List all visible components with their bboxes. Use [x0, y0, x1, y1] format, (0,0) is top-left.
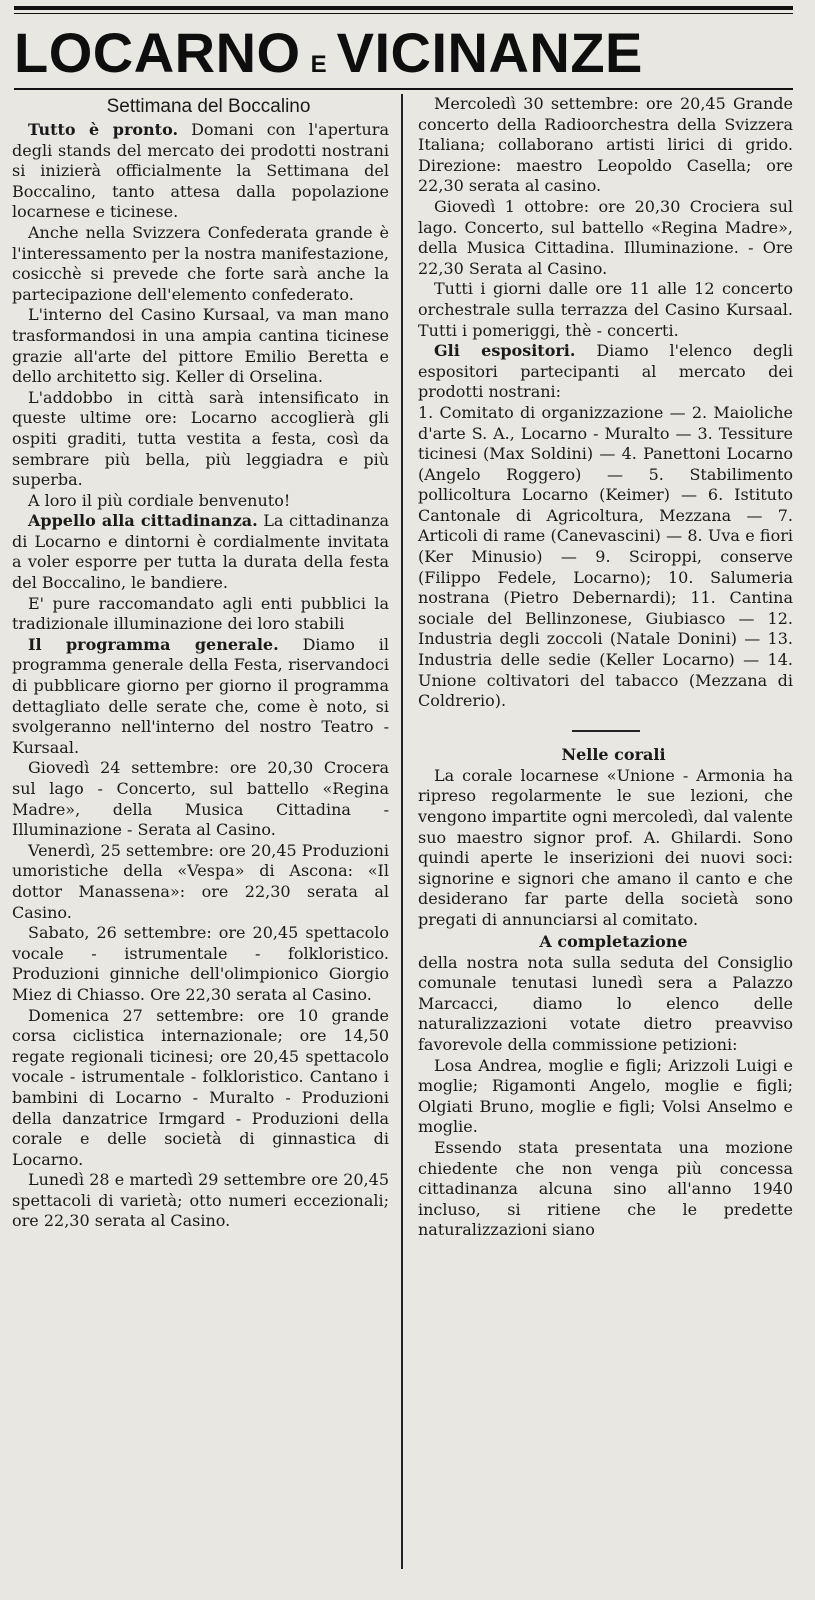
masthead-connector: E: [310, 51, 327, 78]
paragraph-lead: Appello alla cittadinanza.: [28, 511, 258, 531]
paragraph-lead: Tutto è pronto.: [28, 120, 179, 139]
article-paragraph: [12, 223, 389, 305]
paragraph-text: Diamo il programma generale della Festa, riservandoci di pubblicare giorno per giorno il programma dettagliato delle serate che, come è noto, si svolgeranno nell'interno del nostro Teatro - Kursaal.: [12, 634, 389, 757]
article-paragraph: [418, 341, 793, 403]
paragraph-text: A loro il più cordiale benvenuto!: [28, 490, 291, 510]
paragraph-text: E' pure raccomandato agli enti pubblici la tradizionale illuminazione dei loro stabili: [12, 593, 389, 634]
completazione-paragraph: Losa Andrea, moglie e figli; Arizzoli Luigi e moglie; Rigamonti Angelo, moglie e figli; Olgiati Bruno, moglie e figli; Volsi Anselmo e moglie.: [418, 1055, 793, 1137]
article-body-left: [12, 120, 389, 1232]
article-paragraph: [418, 94, 793, 197]
paragraph-text: Giovedì 1 ottobre: ore 20,30 Crociera sul lago. Concerto, sul battello «Regina Madre», della Musica Cittadina. Illuminazione. - Ore 22,30 Serata al Casino.: [418, 196, 793, 278]
paragraph-lead: Gli espositori.: [434, 341, 576, 361]
paragraph-text: Diamo l'elenco degli espositori partecipanti al mercato dei prodotti nostrani:: [418, 341, 793, 402]
article-paragraph: [12, 841, 389, 923]
article-paragraph: [12, 120, 389, 223]
article-paragraph: [12, 594, 389, 635]
article-paragraph: [12, 511, 389, 593]
paragraph-text: Tutti i giorni dalle ore 11 alle 12 concerto orchestrale sulla terrazza del Casino Kursaal. Tutti i pomeriggi, thè - concerti.: [418, 279, 793, 340]
exhibitor-list: 1. Comitato di organizzazione — 2. Maioliche d'arte S. A., Locarno - Muralto — 3. Tessiture ticinesi (Max Soldini) — 4. Panettoni Locarno (Angelo Roggero) — 5. Stabilimento pollicoltura Locarno (Keimer) — 6. Istituto Cantonale di Agricoltura, Mezzana — 7. Articoli di rame (Canevascini) — 8. Uva e fiori (Ker Minusio) — 9. Sciroppi, conserve (Filippo Fedele, Locarno); 10. Salumeria nostrana (Pietro Debernardi); 11. Cantina sociale del Bellinzonese, Giubiasco — 12. Industria degli zoccoli (Natale Donini) — 13. Industria delle sedie (Keller Locarno) — 14. Unione coltivatori del tabacco (Mezzana di Coldrerio).: [418, 402, 793, 711]
paragraph-text: Mercoledì 30 settembre: ore 20,45 Grande concerto della Radioorchestra della Svizzera Italiana; collaborano artisti lirici di grido. Direzione: maestro Leopoldo Casella; ore 22,30 serata al casino.: [418, 94, 793, 196]
completazione-paragraph: Essendo stata presentata una mozione chiedente che non venga più concessa cittadinanza alcuna sino all'anno 1940 incluso, si ritiene che le predette naturalizzazioni siano: [418, 1137, 793, 1240]
article-paragraph: [12, 758, 389, 840]
paragraph-text: Venerdì, 25 settembre: ore 20,45 Produzioni umoristiche della «Vespa» di Ascona: «Il dottor Manassena»: ore 22,30 serata al Casino.: [12, 840, 389, 922]
masthead-rule: [14, 88, 793, 90]
article-paragraph: [12, 1170, 389, 1232]
top-rule: [14, 6, 793, 10]
paragraph-text: Domenica 27 settembre: ore 10 grande corsa ciclistica internazionale; ore 14,50 regate regionali ticinesi; ore 20,45 spettacolo vocale - istrumentale - folkloristico. Cantano i bambini di Locarno - Muralto - Produzioni della danzatrice Irmgard - Produzioni della corale e delle società di ginnastica di Locarno.: [12, 1005, 389, 1169]
masthead-part2: VICINANZE: [336, 21, 643, 84]
article-paragraph: [12, 388, 389, 491]
corali-text: La corale locarnese «Unione - Armonia ha ripreso regolarmente le sue lezioni, che vengono impartite ogni mercoledì, dal valente suo maestro signor prof. A. Ghilardi. Sono quindi aperte le inserizioni dei nuovi soci: signorine e signori che amano il canto e che desiderano far parte della società sono pregati di annunciarsi al comitato.: [418, 765, 793, 929]
article-paragraph: [12, 305, 389, 387]
column-divider: [401, 94, 403, 1569]
paragraph-text: L'interno del Casino Kursaal, va man mano trasformandosi in una ampia cantina ticinese grazie all'arte del pittore Emilio Beretta e dello architetto sig. Keller di Orselina.: [12, 305, 389, 387]
column-left: [12, 94, 389, 1232]
article-body-right: [418, 94, 793, 403]
article-paragraph: [418, 279, 793, 341]
paragraph-text: Sabato, 26 settembre: ore 20,45 spettacolo vocale - istrumentale - folkloristico. Produzioni ginniche dell'olimpionico Giorgio Miez di Chiasso. Ore 22,30 serata al Casino.: [12, 923, 389, 1004]
completazione-title: A completazione: [539, 931, 688, 951]
paragraph-text: Domani con l'apertura degli stands del mercato dei prodotti nostrani si inizierà officialmente la Settimana del Boccalino, tanto attesa dalla popolazione locarnese e ticinese.: [12, 120, 389, 222]
masthead-part1: LOCARNO: [14, 21, 301, 84]
completazione-paragraph: della nostra nota sulla seduta del Consiglio comunale tenutasi lunedì sera a Palazzo Marcacci, diamo lo elenco delle naturalizzazioni votate dietro preavviso favorevole della commissione petizioni:: [418, 952, 793, 1054]
section-separator: [572, 730, 640, 732]
paragraph-text: La cittadinanza di Locarno e dintorni è cordialmente invitata a voler esporre per tutta la durata della festa del Boccalino, le bandiere.: [12, 511, 389, 593]
article-paragraph: [12, 635, 389, 759]
paragraph-text: Lunedì 28 e martedì 29 settembre ore 20,45 spettacoli di varietà; otto numeri eccezionali; ore 22,30 serata al Casino.: [12, 1170, 389, 1231]
article-paragraph: [12, 1006, 389, 1171]
article-paragraph: [12, 491, 389, 512]
article-paragraph: [418, 197, 793, 279]
article-title: Settimana del Boccalino: [106, 96, 311, 117]
paragraph-lead: Il programma generale.: [28, 634, 279, 654]
paragraph-text: L'addobbo in città sarà intensificato in queste ultime ore: Locarno accoglierà gli ospiti graditi, tutta vestita a festa, così da sembrare più bella, più leggiadra e più superba.: [12, 387, 389, 490]
paragraph-text: Giovedì 24 settembre: ore 20,30 Crocera sul lago - Concerto, sul battello «Regina Madre», della Musica Cittadina - Illuminazione - Serata al Casino.: [12, 758, 389, 840]
corali-title: Nelle corali: [561, 744, 666, 764]
column-right: [418, 94, 793, 1241]
article-paragraph: [12, 923, 389, 1005]
masthead: [14, 22, 794, 84]
paragraph-text: Anche nella Svizzera Confederata grande è l'interessamento per la nostra manifestazione, cosicchè si prevede che forte sarà anche la partecipazione dell'elemento confederato.: [12, 222, 389, 304]
top-rule-thin: [14, 13, 793, 14]
